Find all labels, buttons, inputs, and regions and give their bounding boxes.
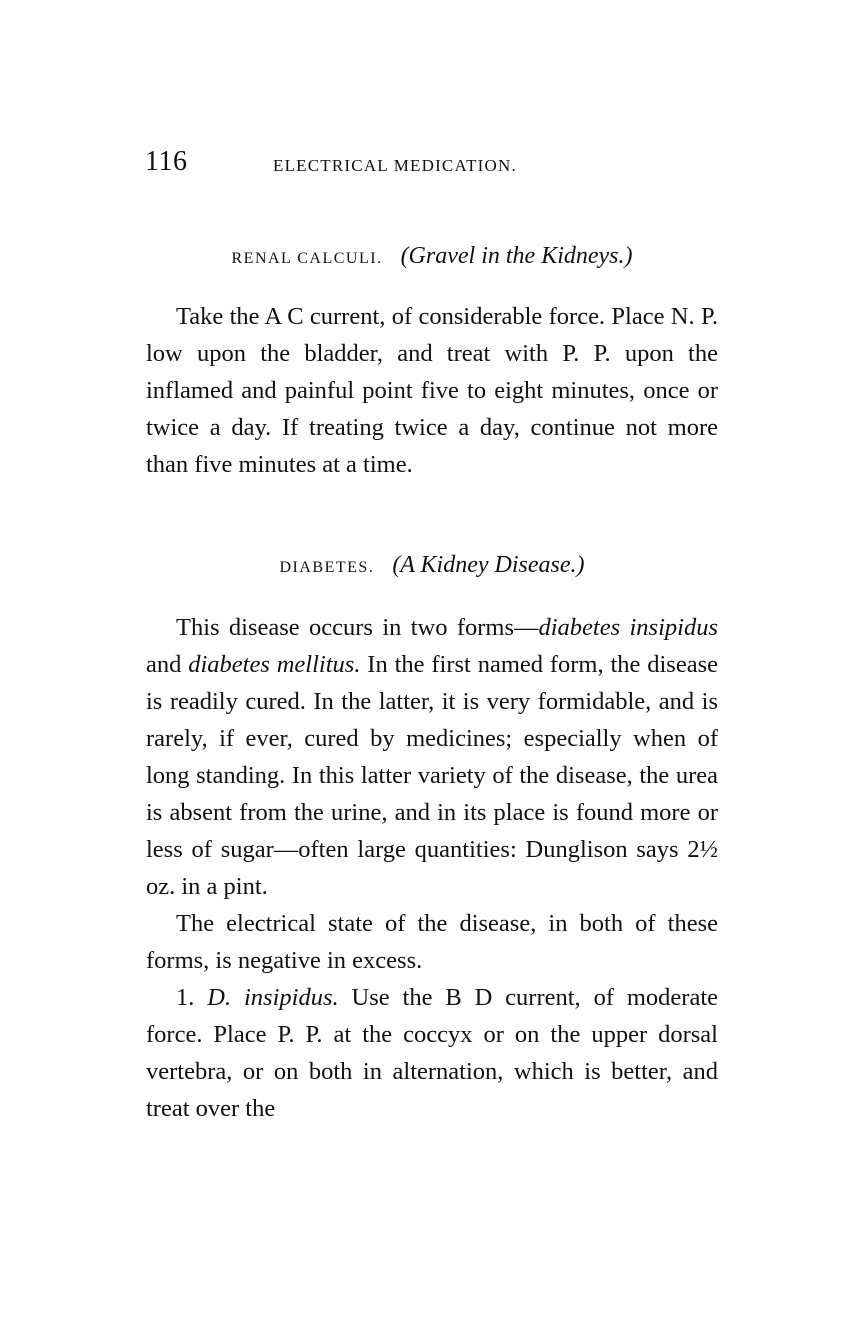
running-title: ELECTRICAL MEDICATION.	[273, 156, 517, 175]
page-number: 116	[145, 146, 188, 177]
text-run: In the first named form, the disease is readily cured. In the latter, it is very formidable, and is rarely, if ever, cured by medicines; especially when of long standing. In this latter variety of the disease, the urea is absent from the urine, and in its place is found more or less of sugar—often large quantities: Dunglison says 2½ oz. in a pint.	[146, 651, 718, 900]
paragraph	[146, 609, 718, 905]
paragraph	[146, 979, 718, 1127]
italic-term: diabetes insipidus	[538, 614, 718, 641]
text-run: This disease occurs in two forms—	[176, 614, 539, 641]
paragraph: Take the A C current, of considerable force. Place N. P. low upon the bladder, and treat with P. P. upon the inflamed and painful point five to eight minutes, once or twice a day. If treating twice a day, continue not more than five minutes at a time.	[146, 303, 718, 478]
heading-label: RENAL CALCULI.	[231, 250, 383, 267]
section-heading-diabetes	[146, 547, 718, 586]
paragraph: The electrical state of the disease, in both of these forms, is negative in excess.	[146, 910, 718, 974]
text-run: and	[146, 651, 189, 678]
section-heading-renal-calculi	[146, 238, 718, 277]
heading-subtitle: (A Kidney Disease.)	[392, 552, 585, 578]
heading-label: DIABETES.	[279, 559, 375, 576]
heading-subtitle: (Gravel in the Kidneys.)	[400, 243, 633, 269]
italic-term: D. insipidus.	[207, 984, 339, 1011]
list-number: 1.	[176, 984, 208, 1011]
running-head	[145, 146, 705, 182]
diabetes-body	[146, 609, 718, 1127]
italic-term: diabetes mellitus.	[188, 651, 361, 678]
renal-calculi-body	[146, 298, 718, 483]
text-run: Use the B D current, of moderate force. Place P. P. at the coccyx or on the upper dorsal vertebra, or on both in alternation, which is better, and treat over the	[146, 984, 719, 1122]
